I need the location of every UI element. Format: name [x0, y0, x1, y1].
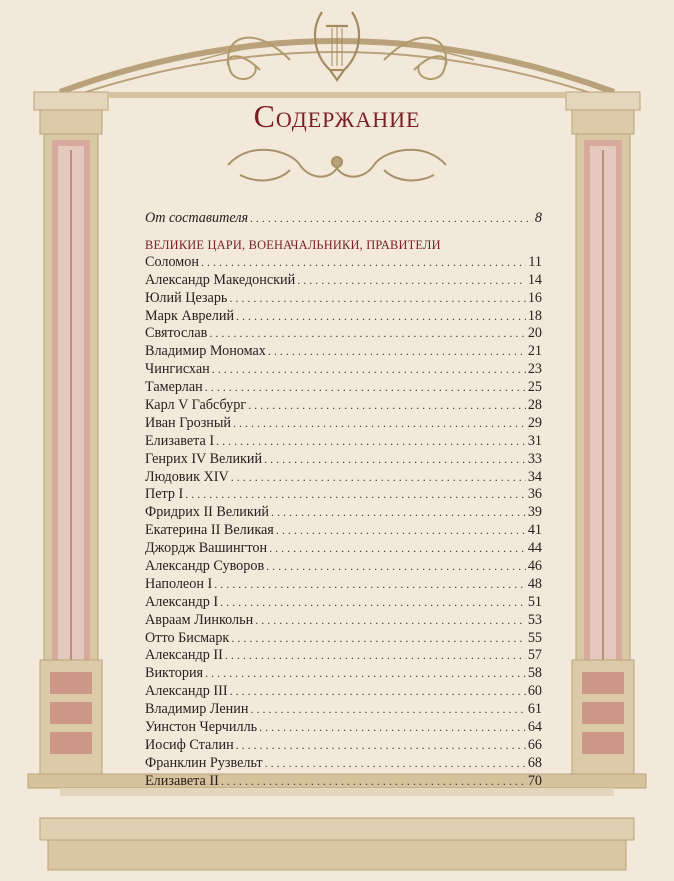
toc-entry[interactable] [145, 415, 542, 433]
toc-entry-title: Марк Аврелий [145, 307, 235, 324]
toc-intro-entry[interactable] [145, 210, 542, 228]
toc-entry-title: Владимир Мономах [145, 343, 266, 360]
dot-leader [185, 486, 526, 504]
toc-entry[interactable] [145, 701, 542, 719]
toc-entry[interactable] [145, 630, 542, 648]
toc-entry-title: Петр I [145, 486, 184, 503]
toc-entry-page: 61 [527, 701, 542, 718]
toc-entry-title: Авраам Линкольн [145, 611, 254, 628]
dot-leader [231, 630, 526, 648]
toc-entry-title: Отто Бисмарк [145, 629, 230, 646]
dot-leader [229, 290, 525, 308]
toc-entry-page: 57 [527, 647, 542, 664]
toc-entry-page: 18 [527, 307, 542, 324]
toc-entry[interactable] [145, 451, 542, 469]
toc-entry-page: 58 [527, 665, 542, 682]
toc-entry-page: 68 [527, 754, 542, 771]
toc-entry-page: 14 [527, 271, 542, 288]
toc-entry[interactable] [145, 308, 542, 326]
dot-leader [233, 415, 526, 433]
left-column [34, 92, 108, 774]
toc-entry[interactable] [145, 737, 542, 755]
dot-leader [271, 504, 526, 522]
toc-entry-page: 21 [527, 343, 542, 360]
toc-entry-page: 11 [528, 253, 542, 270]
toc-entry-title: Владимир Ленин [145, 701, 249, 718]
toc-entry-page: 70 [527, 772, 542, 789]
dot-leader [250, 701, 525, 719]
toc-entry[interactable] [145, 755, 542, 773]
dot-leader [212, 361, 526, 379]
toc-entry-page: 31 [527, 432, 542, 449]
toc-entry-page: 29 [527, 414, 542, 431]
toc-entry-page: 20 [527, 325, 542, 342]
toc-entry-title: Елизавета I [145, 432, 215, 449]
dot-leader [255, 612, 526, 630]
dot-leader [276, 522, 526, 540]
toc-entry-page: 60 [527, 683, 542, 700]
dot-leader [264, 451, 526, 469]
toc-entry[interactable] [145, 665, 542, 683]
toc-entry-page: 51 [527, 593, 542, 610]
toc-entry-page: 44 [527, 540, 542, 557]
toc-entry-title: От составителя [145, 210, 249, 226]
toc-entry-title: Иосиф Сталин [145, 736, 234, 753]
toc-entry-title: Франклин Рузвельт [145, 754, 263, 771]
dot-leader [248, 397, 526, 415]
dot-leader [265, 755, 526, 773]
toc-entry-page: 23 [527, 361, 542, 378]
toc-entry-title: Святослав [145, 325, 208, 342]
toc-entry-page: 8 [534, 210, 542, 226]
dot-leader [205, 379, 526, 397]
toc-entry[interactable] [145, 343, 542, 361]
toc-entry-title: Людовик XIV [145, 468, 229, 485]
toc-entry[interactable] [145, 290, 542, 308]
toc-entry[interactable] [145, 325, 542, 343]
toc-entry-title: Соломон [145, 253, 199, 270]
dot-leader [225, 647, 526, 665]
toc-entry[interactable] [145, 254, 542, 272]
toc-entry[interactable] [145, 612, 542, 630]
toc-entry-title: Наполеон I [145, 575, 213, 592]
dot-leader [231, 469, 526, 487]
toc-entry-page: 64 [527, 719, 542, 736]
toc-entry[interactable] [145, 683, 542, 701]
dot-leader [201, 254, 526, 272]
toc-entry-page: 28 [527, 397, 542, 414]
dot-leader [220, 594, 526, 612]
toc-entry-title: Александр I [145, 593, 219, 610]
toc-entry-page: 66 [527, 736, 542, 753]
toc-entry-page: 34 [527, 468, 542, 485]
toc-entry-title: Юлий Цезарь [145, 289, 228, 306]
toc-entry-title: Уинстон Черчилль [145, 719, 258, 736]
toc-entry[interactable] [145, 486, 542, 504]
dot-leader [259, 719, 526, 737]
dot-leader [205, 665, 526, 683]
toc-entry-title: Джордж Вашингтон [145, 540, 268, 557]
toc-entry[interactable] [145, 719, 542, 737]
toc-entry-title: Чингисхан [145, 361, 210, 378]
toc-entry-title: Александр Суворов [145, 558, 265, 575]
toc-entry-title: Александр II [145, 647, 223, 664]
toc-entry[interactable] [145, 469, 542, 487]
dot-leader [236, 737, 526, 755]
toc-entry-title: Тамерлан [145, 379, 203, 396]
toc-entry-title: Фридрих II Великий [145, 504, 269, 521]
toc-entry[interactable] [145, 361, 542, 379]
toc-entry-page: 46 [527, 558, 542, 575]
toc-entry-page: 55 [527, 629, 542, 646]
dot-leader [269, 540, 526, 558]
toc-entry[interactable] [145, 594, 542, 612]
toc-entry[interactable] [145, 433, 542, 451]
toc-entry[interactable] [145, 647, 542, 665]
toc-entry-page: 25 [527, 379, 542, 396]
toc-entry-title: Иван Грозный [145, 414, 232, 431]
dot-leader [268, 343, 526, 361]
toc-entry[interactable] [145, 773, 542, 791]
toc-entry-title: Александр Македонский [145, 271, 296, 288]
dot-leader [214, 576, 526, 594]
toc-entry-page: 48 [527, 575, 542, 592]
toc-entry-page: 53 [527, 611, 542, 628]
toc-entry[interactable] [145, 504, 542, 522]
toc-entry[interactable] [145, 576, 542, 594]
toc-entry-page: 16 [527, 289, 542, 306]
toc-entry-title: Екатерина II Великая [145, 522, 274, 539]
dot-leader [209, 325, 525, 343]
toc-entry-page: 41 [527, 522, 542, 539]
table-of-contents [145, 210, 542, 791]
dot-leader [216, 433, 526, 451]
toc-entry-title: Виктория [145, 665, 204, 682]
toc-entry[interactable] [145, 379, 542, 397]
toc-entry[interactable] [145, 397, 542, 415]
toc-entry-page: 39 [527, 504, 542, 521]
toc-entry-title: Генрих IV Великий [145, 450, 263, 467]
section-heading: ВЕЛИКИЕ ЦАРИ, ВОЕНАЧАЛЬНИКИ, ПРАВИТЕЛИ [145, 237, 441, 252]
toc-entry[interactable] [145, 558, 542, 576]
toc-entry-page: 33 [527, 450, 542, 467]
dot-leader [221, 773, 526, 791]
toc-entry-title: Елизавета II [145, 772, 219, 789]
right-column [566, 92, 640, 774]
dot-leader [236, 308, 526, 326]
toc-entry-title: Александр III [145, 683, 228, 700]
dot-leader [266, 558, 526, 576]
dot-leader [297, 272, 526, 290]
page-title: Содержание [253, 98, 421, 134]
toc-entry-page: 36 [527, 486, 542, 503]
lyre-icon [315, 12, 359, 80]
toc-entry[interactable] [145, 272, 542, 290]
toc-entry-title: Карл V Габсбург [145, 397, 247, 414]
dot-leader [250, 210, 533, 228]
toc-entry[interactable] [145, 522, 542, 540]
title-ornament [228, 150, 446, 181]
toc-entry-list [145, 254, 542, 791]
dot-leader [230, 683, 526, 701]
toc-entry[interactable] [145, 540, 542, 558]
